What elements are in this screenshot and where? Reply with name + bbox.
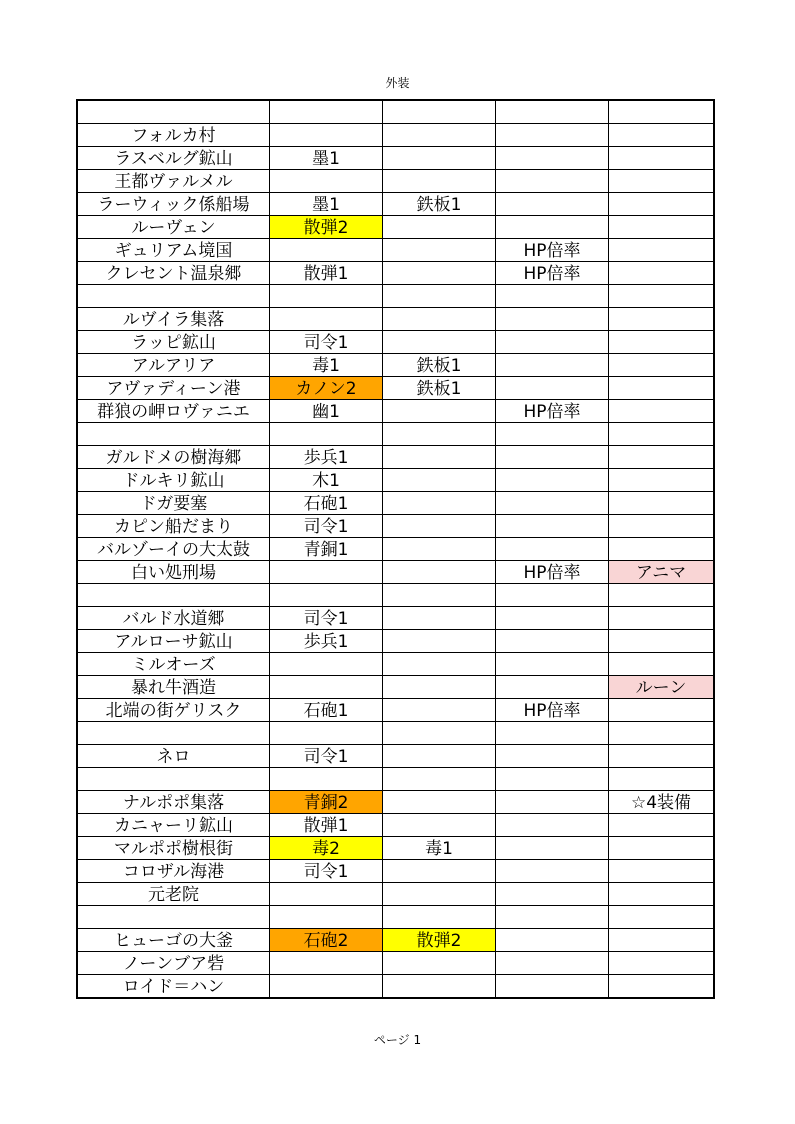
location-cell[interactable] (77, 722, 270, 745)
table-row (77, 354, 714, 377)
table-cell[interactable] (383, 883, 496, 906)
table-cell[interactable] (609, 768, 715, 791)
table-cell[interactable]: 司令1 (270, 607, 383, 630)
table-cell[interactable] (270, 653, 383, 676)
table-cell[interactable] (270, 423, 383, 446)
table-cell[interactable]: 鉄板1 (383, 377, 496, 400)
table-cell[interactable] (496, 630, 609, 653)
table-cell[interactable] (609, 100, 715, 124)
table-cell[interactable]: HP倍率 (496, 262, 609, 285)
table-cell[interactable]: 歩兵1 (270, 630, 383, 653)
location-cell[interactable] (77, 423, 270, 446)
table-cell[interactable] (383, 147, 496, 170)
table-cell[interactable] (383, 515, 496, 538)
table-cell[interactable] (609, 423, 715, 446)
table-row (77, 285, 714, 308)
table-cell[interactable] (383, 745, 496, 768)
table-row (77, 676, 714, 699)
table-cell[interactable] (270, 952, 383, 975)
location-cell[interactable]: コロザル海港 (77, 860, 270, 883)
table-cell[interactable] (270, 975, 383, 999)
table-cell[interactable] (383, 791, 496, 814)
location-cell[interactable]: フォルカ村 (77, 124, 270, 147)
table-cell[interactable] (609, 745, 715, 768)
table-cell[interactable] (609, 377, 715, 400)
table-cell[interactable] (609, 860, 715, 883)
table-cell[interactable] (270, 768, 383, 791)
table-row (77, 193, 714, 216)
table-cell[interactable]: 幽1 (270, 400, 383, 423)
table-cell[interactable]: 司令1 (270, 331, 383, 354)
location-cell[interactable]: ギュリアム境国 (77, 239, 270, 262)
table-cell[interactable]: 石砲2 (270, 929, 383, 952)
location-cell[interactable]: カピン船だまり (77, 515, 270, 538)
location-cell[interactable]: 白い処刑場 (77, 561, 270, 584)
table-cell[interactable] (496, 653, 609, 676)
table-row (77, 837, 714, 860)
table-cell[interactable] (496, 906, 609, 929)
location-cell[interactable]: 北端の街ゲリスク (77, 699, 270, 722)
table-cell[interactable] (496, 722, 609, 745)
table-row (77, 906, 714, 929)
table-cell[interactable] (383, 262, 496, 285)
table-cell[interactable] (383, 239, 496, 262)
table-row (77, 170, 714, 193)
table-cell[interactable] (270, 883, 383, 906)
table-cell[interactable] (609, 331, 715, 354)
table-cell[interactable] (609, 285, 715, 308)
table-row (77, 446, 714, 469)
location-cell[interactable]: マルポポ樹根街 (77, 837, 270, 860)
table-cell[interactable]: 木1 (270, 469, 383, 492)
table-cell[interactable]: ルーン (609, 676, 715, 699)
table-cell[interactable] (383, 676, 496, 699)
table-cell[interactable] (270, 906, 383, 929)
table-row (77, 469, 714, 492)
table-cell[interactable] (383, 653, 496, 676)
table-cell[interactable]: 石砲1 (270, 699, 383, 722)
table-cell[interactable] (383, 814, 496, 837)
table-cell[interactable] (496, 515, 609, 538)
table-cell[interactable] (496, 216, 609, 239)
location-cell[interactable]: 群狼の岬ロヴァニエ (77, 400, 270, 423)
location-cell[interactable] (77, 285, 270, 308)
location-cell[interactable] (77, 768, 270, 791)
table-cell[interactable] (383, 952, 496, 975)
table-cell[interactable]: アニマ (609, 561, 715, 584)
location-cell[interactable]: 王都ヴァルメル (77, 170, 270, 193)
table-cell[interactable] (383, 124, 496, 147)
table-row (77, 216, 714, 239)
table-cell[interactable] (496, 354, 609, 377)
table-row (77, 975, 714, 999)
table-row (77, 308, 714, 331)
table-cell[interactable] (496, 100, 609, 124)
location-cell[interactable]: ラッピ鉱山 (77, 331, 270, 354)
location-cell[interactable] (77, 100, 270, 124)
table-row (77, 147, 714, 170)
table-cell[interactable] (609, 584, 715, 607)
page-header: 外装 (385, 76, 410, 90)
table-row (77, 722, 714, 745)
table-row (77, 239, 714, 262)
table-cell[interactable] (496, 883, 609, 906)
location-cell[interactable]: バルド水道郷 (77, 607, 270, 630)
table-cell[interactable] (496, 492, 609, 515)
location-cell[interactable]: アルローサ鉱山 (77, 630, 270, 653)
table-cell[interactable] (496, 584, 609, 607)
spreadsheet-body (77, 100, 714, 998)
table-cell[interactable] (609, 538, 715, 561)
table-cell[interactable] (383, 584, 496, 607)
table-cell[interactable] (496, 860, 609, 883)
location-cell[interactable]: アヴァディーン港 (77, 377, 270, 400)
table-cell[interactable] (609, 814, 715, 837)
table-cell[interactable]: 毒2 (270, 837, 383, 860)
table-cell[interactable]: 散弾1 (270, 262, 383, 285)
table-cell[interactable] (383, 538, 496, 561)
table-cell[interactable] (383, 469, 496, 492)
page-footer: ページ 1 (373, 1033, 422, 1047)
table-cell[interactable] (496, 929, 609, 952)
table-row (77, 561, 714, 584)
table-row (77, 653, 714, 676)
table-cell[interactable] (383, 492, 496, 515)
location-cell[interactable]: ノーンブア砦 (77, 952, 270, 975)
table-row (77, 515, 714, 538)
table-cell[interactable] (383, 607, 496, 630)
table-cell[interactable] (609, 354, 715, 377)
table-cell[interactable] (609, 193, 715, 216)
table-row (77, 538, 714, 561)
location-cell[interactable]: ナルポポ集落 (77, 791, 270, 814)
table-cell[interactable] (609, 607, 715, 630)
table-cell[interactable] (383, 975, 496, 999)
location-cell[interactable]: ルーヴェン (77, 216, 270, 239)
table-cell[interactable] (383, 446, 496, 469)
table-cell[interactable] (496, 147, 609, 170)
table-cell[interactable]: 青銅1 (270, 538, 383, 561)
table-cell[interactable]: 墨1 (270, 193, 383, 216)
table-row (77, 262, 714, 285)
table-cell[interactable]: 毒1 (270, 354, 383, 377)
table-cell[interactable] (609, 699, 715, 722)
table-cell[interactable] (609, 906, 715, 929)
location-cell[interactable]: 暴れ牛酒造 (77, 676, 270, 699)
table-row (77, 883, 714, 906)
table-row (77, 377, 714, 400)
table-cell[interactable] (609, 446, 715, 469)
table-cell[interactable] (496, 377, 609, 400)
table-cell[interactable]: 散弾2 (383, 929, 496, 952)
location-cell[interactable]: ヒューゴの大釜 (77, 929, 270, 952)
table-cell[interactable] (496, 676, 609, 699)
table-cell[interactable]: ☆4装備 (609, 791, 715, 814)
table-cell[interactable] (270, 124, 383, 147)
table-cell[interactable] (496, 193, 609, 216)
table-cell[interactable] (609, 124, 715, 147)
location-cell[interactable]: ラスベルグ鉱山 (77, 147, 270, 170)
table-cell[interactable] (383, 100, 496, 124)
table-cell[interactable] (496, 607, 609, 630)
table-cell[interactable] (496, 423, 609, 446)
location-cell[interactable]: カニャーリ鉱山 (77, 814, 270, 837)
table-cell[interactable] (383, 860, 496, 883)
table-row (77, 952, 714, 975)
table-cell[interactable] (609, 170, 715, 193)
table-cell[interactable] (496, 446, 609, 469)
table-cell[interactable] (383, 400, 496, 423)
table-cell[interactable] (496, 952, 609, 975)
table-cell[interactable] (383, 768, 496, 791)
location-cell[interactable]: ガルドメの樹海郷 (77, 446, 270, 469)
table-cell[interactable] (496, 170, 609, 193)
location-cell[interactable]: バルゾーイの大太鼓 (77, 538, 270, 561)
table-cell[interactable] (609, 515, 715, 538)
table-cell[interactable]: HP倍率 (496, 699, 609, 722)
table-cell[interactable] (496, 308, 609, 331)
location-cell[interactable] (77, 906, 270, 929)
table-cell[interactable]: カノン2 (270, 377, 383, 400)
table-cell[interactable] (609, 262, 715, 285)
table-row (77, 584, 714, 607)
table-cell[interactable] (383, 722, 496, 745)
table-cell[interactable] (609, 630, 715, 653)
table-cell[interactable]: 司令1 (270, 515, 383, 538)
table-row (77, 100, 714, 124)
location-cell[interactable]: ネロ (77, 745, 270, 768)
table-row (77, 791, 714, 814)
table-row (77, 492, 714, 515)
table-cell[interactable] (496, 814, 609, 837)
table-cell[interactable]: 鉄板1 (383, 354, 496, 377)
table-cell[interactable] (270, 100, 383, 124)
table-row (77, 768, 714, 791)
table-row (77, 124, 714, 147)
table-row (77, 929, 714, 952)
table-cell[interactable] (609, 837, 715, 860)
location-cell[interactable]: ラーウィック係船場 (77, 193, 270, 216)
table-cell[interactable] (383, 285, 496, 308)
table-cell[interactable] (270, 170, 383, 193)
table-cell[interactable] (496, 331, 609, 354)
table-cell[interactable]: HP倍率 (496, 239, 609, 262)
table-cell[interactable] (270, 308, 383, 331)
table-cell[interactable] (609, 929, 715, 952)
table-cell[interactable]: 鉄板1 (383, 193, 496, 216)
spreadsheet-table (76, 99, 715, 999)
location-cell[interactable]: ドルキリ鉱山 (77, 469, 270, 492)
table-cell[interactable] (383, 170, 496, 193)
table-cell[interactable]: 司令1 (270, 860, 383, 883)
table-cell[interactable] (383, 699, 496, 722)
table-cell[interactable]: 毒1 (383, 837, 496, 860)
table-cell[interactable] (609, 722, 715, 745)
table-cell[interactable] (496, 975, 609, 999)
table-cell[interactable] (609, 883, 715, 906)
table-cell[interactable] (270, 239, 383, 262)
table-cell[interactable] (383, 906, 496, 929)
table-row (77, 400, 714, 423)
location-cell[interactable]: ドガ要塞 (77, 492, 270, 515)
table-cell[interactable] (383, 423, 496, 446)
table-cell[interactable] (270, 561, 383, 584)
location-cell[interactable]: アルアリア (77, 354, 270, 377)
table-cell[interactable] (609, 216, 715, 239)
table-cell[interactable] (496, 538, 609, 561)
table-cell[interactable] (270, 285, 383, 308)
table-row (77, 814, 714, 837)
table-row (77, 607, 714, 630)
table-cell[interactable] (609, 400, 715, 423)
table-row (77, 860, 714, 883)
table-row (77, 630, 714, 653)
location-cell[interactable]: ミルオーズ (77, 653, 270, 676)
table-row (77, 699, 714, 722)
table-cell[interactable] (383, 561, 496, 584)
table-cell[interactable] (383, 216, 496, 239)
table-cell[interactable]: 散弾2 (270, 216, 383, 239)
table-cell[interactable] (496, 124, 609, 147)
table-cell[interactable] (270, 676, 383, 699)
location-cell[interactable] (77, 584, 270, 607)
table-cell[interactable] (383, 308, 496, 331)
table-row (77, 423, 714, 446)
table-cell[interactable]: 司令1 (270, 745, 383, 768)
table-cell[interactable]: 青銅2 (270, 791, 383, 814)
table-cell[interactable] (609, 975, 715, 999)
table-row (77, 745, 714, 768)
table-cell[interactable]: HP倍率 (496, 561, 609, 584)
table-row (77, 331, 714, 354)
location-cell[interactable]: ロイド＝ハン (77, 975, 270, 999)
location-cell[interactable]: ルヴイラ集落 (77, 308, 270, 331)
table-cell[interactable] (609, 653, 715, 676)
table-cell[interactable]: 石砲1 (270, 492, 383, 515)
table-cell[interactable] (609, 239, 715, 262)
table-cell[interactable]: 墨1 (270, 147, 383, 170)
table-cell[interactable] (496, 791, 609, 814)
table-cell[interactable] (496, 745, 609, 768)
table-cell[interactable] (270, 584, 383, 607)
table-cell[interactable] (496, 837, 609, 860)
table-cell[interactable] (609, 469, 715, 492)
table-cell[interactable] (609, 147, 715, 170)
table-cell[interactable] (609, 492, 715, 515)
location-cell[interactable]: 元老院 (77, 883, 270, 906)
table-cell[interactable] (383, 630, 496, 653)
table-cell[interactable] (609, 952, 715, 975)
table-cell[interactable]: 散弾1 (270, 814, 383, 837)
table-cell[interactable]: 歩兵1 (270, 446, 383, 469)
table-cell[interactable] (496, 469, 609, 492)
table-cell[interactable] (270, 722, 383, 745)
table-cell[interactable] (496, 285, 609, 308)
table-cell[interactable]: HP倍率 (496, 400, 609, 423)
location-cell[interactable]: クレセント温泉郷 (77, 262, 270, 285)
table-cell[interactable] (609, 308, 715, 331)
table-cell[interactable] (383, 331, 496, 354)
table-cell[interactable] (496, 768, 609, 791)
